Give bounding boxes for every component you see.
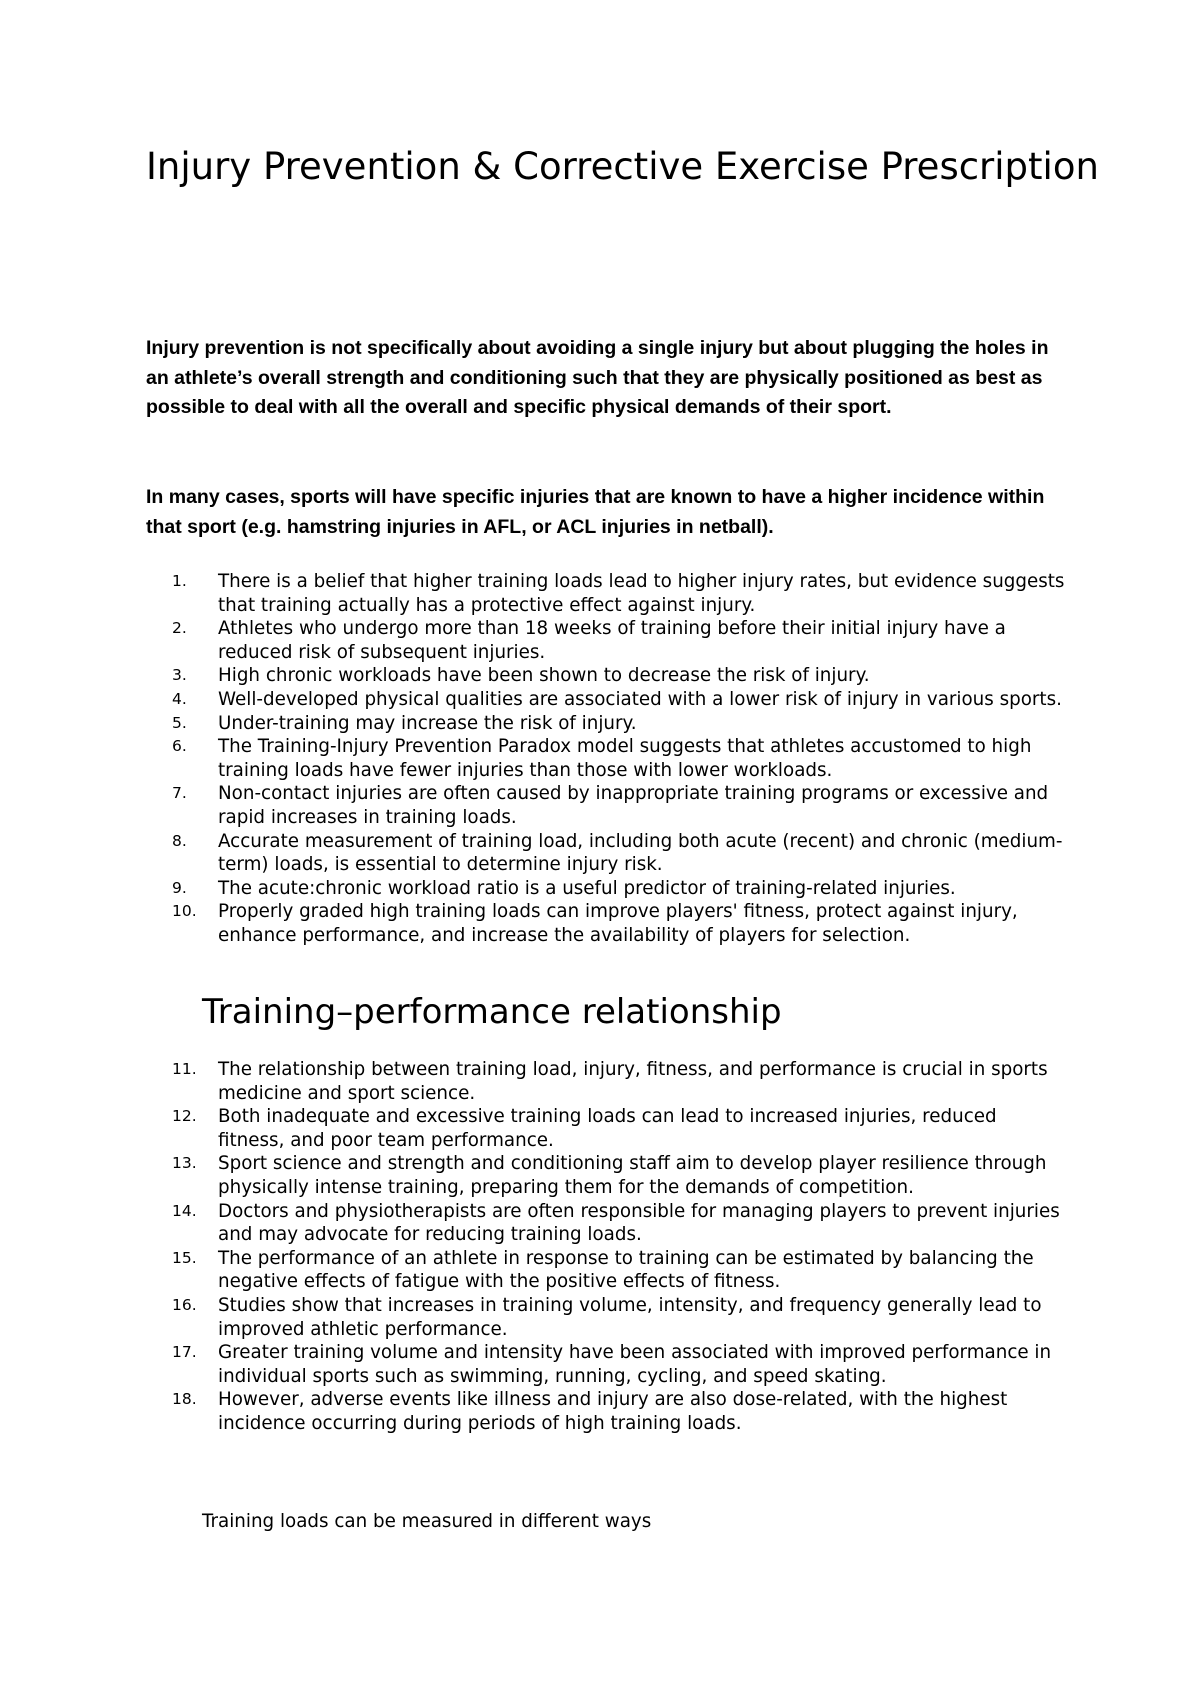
- document-title: Injury Prevention & Corrective Exercise Prescription: [146, 145, 1099, 188]
- list-item-text: Non-contact injuries are often caused by inappropriate training programs or excessive and rapid increases in training loads.: [218, 783, 1049, 828]
- list-number: 5.: [172, 713, 187, 732]
- list-item: [0, 664, 1068, 688]
- list-item-text: The relationship between training load, injury, fitness, and performance is crucial in sports medicine and sport science.: [218, 1059, 1048, 1104]
- list-item-text: Sport science and strength and conditioning staff aim to develop player resilience through physically intense training, preparing them for the demands of competition.: [218, 1153, 1047, 1198]
- list-number: 17.: [172, 1343, 197, 1362]
- list-item-text: Greater training volume and intensity have been associated with improved performance in individual sports such as swimming, running, cycling, and speed skating.: [218, 1342, 1052, 1387]
- list-item-text: Doctors and physiotherapists are often responsible for managing players to prevent injuries and may advocate for reducing training loads.: [218, 1200, 1060, 1246]
- list-number: 14.: [172, 1201, 197, 1220]
- list-item: [0, 1152, 1068, 1199]
- list-item-text: Properly graded high training loads can improve players' fitness, protect against injury, enhance performance, and increase the availability of players for selection.: [218, 901, 1018, 946]
- list-item: [0, 830, 1068, 877]
- list-item-text: Accurate measurement of training load, including both acute (recent) and chronic (medium-term) loads, is essential to determine injury risk.: [218, 830, 1063, 876]
- list-item-text: The acute:chronic workload ratio is a useful predictor of training-related injuries.: [218, 877, 956, 899]
- list-number: 8.: [172, 831, 187, 850]
- list-item-text: Studies show that increases in training volume, intensity, and frequency generally lead to improved athletic performance.: [218, 1294, 1042, 1340]
- list-item-text: Under-training may increase the risk of injury.: [218, 712, 637, 734]
- closing-text: Training loads can be measured in different ways: [202, 1511, 652, 1532]
- list-item: [0, 877, 1068, 901]
- list-item-text: Both inadequate and excessive training loads can lead to increased injuries, reduced fitness, and poor team performance.: [218, 1106, 997, 1151]
- list-number: 11.: [172, 1060, 197, 1078]
- list-number: 6.: [172, 737, 187, 756]
- list-item: [0, 688, 1068, 712]
- list-item: [0, 1341, 1068, 1388]
- list-number: 10.: [172, 902, 197, 921]
- list-item-text: However, adverse events like illness and injury are also dose-related, with the highest incidence occurring during periods of high training loads.: [218, 1389, 1008, 1434]
- list-number: 15.: [172, 1248, 197, 1267]
- training-performance-list: [0, 1058, 1200, 1436]
- list-number: 9.: [172, 878, 187, 897]
- list-number: 16.: [172, 1295, 197, 1314]
- list-item: [0, 1200, 1068, 1247]
- list-number: 7.: [172, 784, 187, 803]
- list-item-text: Athletes who undergo more than 18 weeks of training before their initial injury have a reduced risk of subsequent injuries.: [218, 618, 1006, 663]
- list-number: 18.: [172, 1390, 197, 1409]
- list-item: [0, 712, 1068, 736]
- list-item-text: Well-developed physical qualities are associated with a lower risk of injury in various sports.: [218, 688, 1062, 710]
- intro-paragraph: In many cases, sports will have specific injuries that are known to have a higher incidence within that sport (e.g. hamstring injuries in AFL, or ACL injuries in netball).: [146, 486, 1045, 538]
- list-number: 4.: [172, 689, 187, 708]
- list-number: 2.: [172, 619, 187, 638]
- list-item: [0, 782, 1068, 829]
- list-item: [0, 570, 1068, 617]
- section-heading: Training–performance relationship: [202, 992, 782, 1032]
- list-item: [0, 617, 1068, 664]
- list-item-text: The Training-Injury Prevention Paradox model suggests that athletes accustomed to high training loads have fewer injuries than those with lower workloads.: [218, 736, 1032, 781]
- list-item-text: High chronic workloads have been shown to decrease the risk of injury.: [218, 665, 870, 687]
- list-item: [0, 1105, 1068, 1152]
- list-item: [0, 1294, 1068, 1341]
- list-item: [0, 1247, 1068, 1294]
- list-number: 13.: [172, 1154, 197, 1173]
- list-item: [0, 900, 1068, 947]
- list-item: [0, 1388, 1068, 1435]
- list-item: [0, 735, 1068, 782]
- injury-facts-list: [0, 570, 1200, 948]
- intro-paragraph: Injury prevention is not specifically about avoiding a single injury but about plugging the holes in an athlete’s overall strength and conditioning such that they are physically positioned as best as possible to deal with all the overall and specific physical demands of their sport.: [146, 337, 1049, 418]
- list-item-text: There is a belief that higher training loads lead to higher injury rates, but evidence suggests that training actually has a protective effect against injury.: [218, 571, 1065, 616]
- list-number: 12.: [172, 1107, 197, 1126]
- list-item-text: The performance of an athlete in response to training can be estimated by balancing the negative effects of fatigue with the positive effects of fitness.: [218, 1247, 1034, 1293]
- list-number: 3.: [172, 666, 187, 685]
- list-item: [0, 1058, 1068, 1105]
- list-number: 1.: [172, 572, 187, 590]
